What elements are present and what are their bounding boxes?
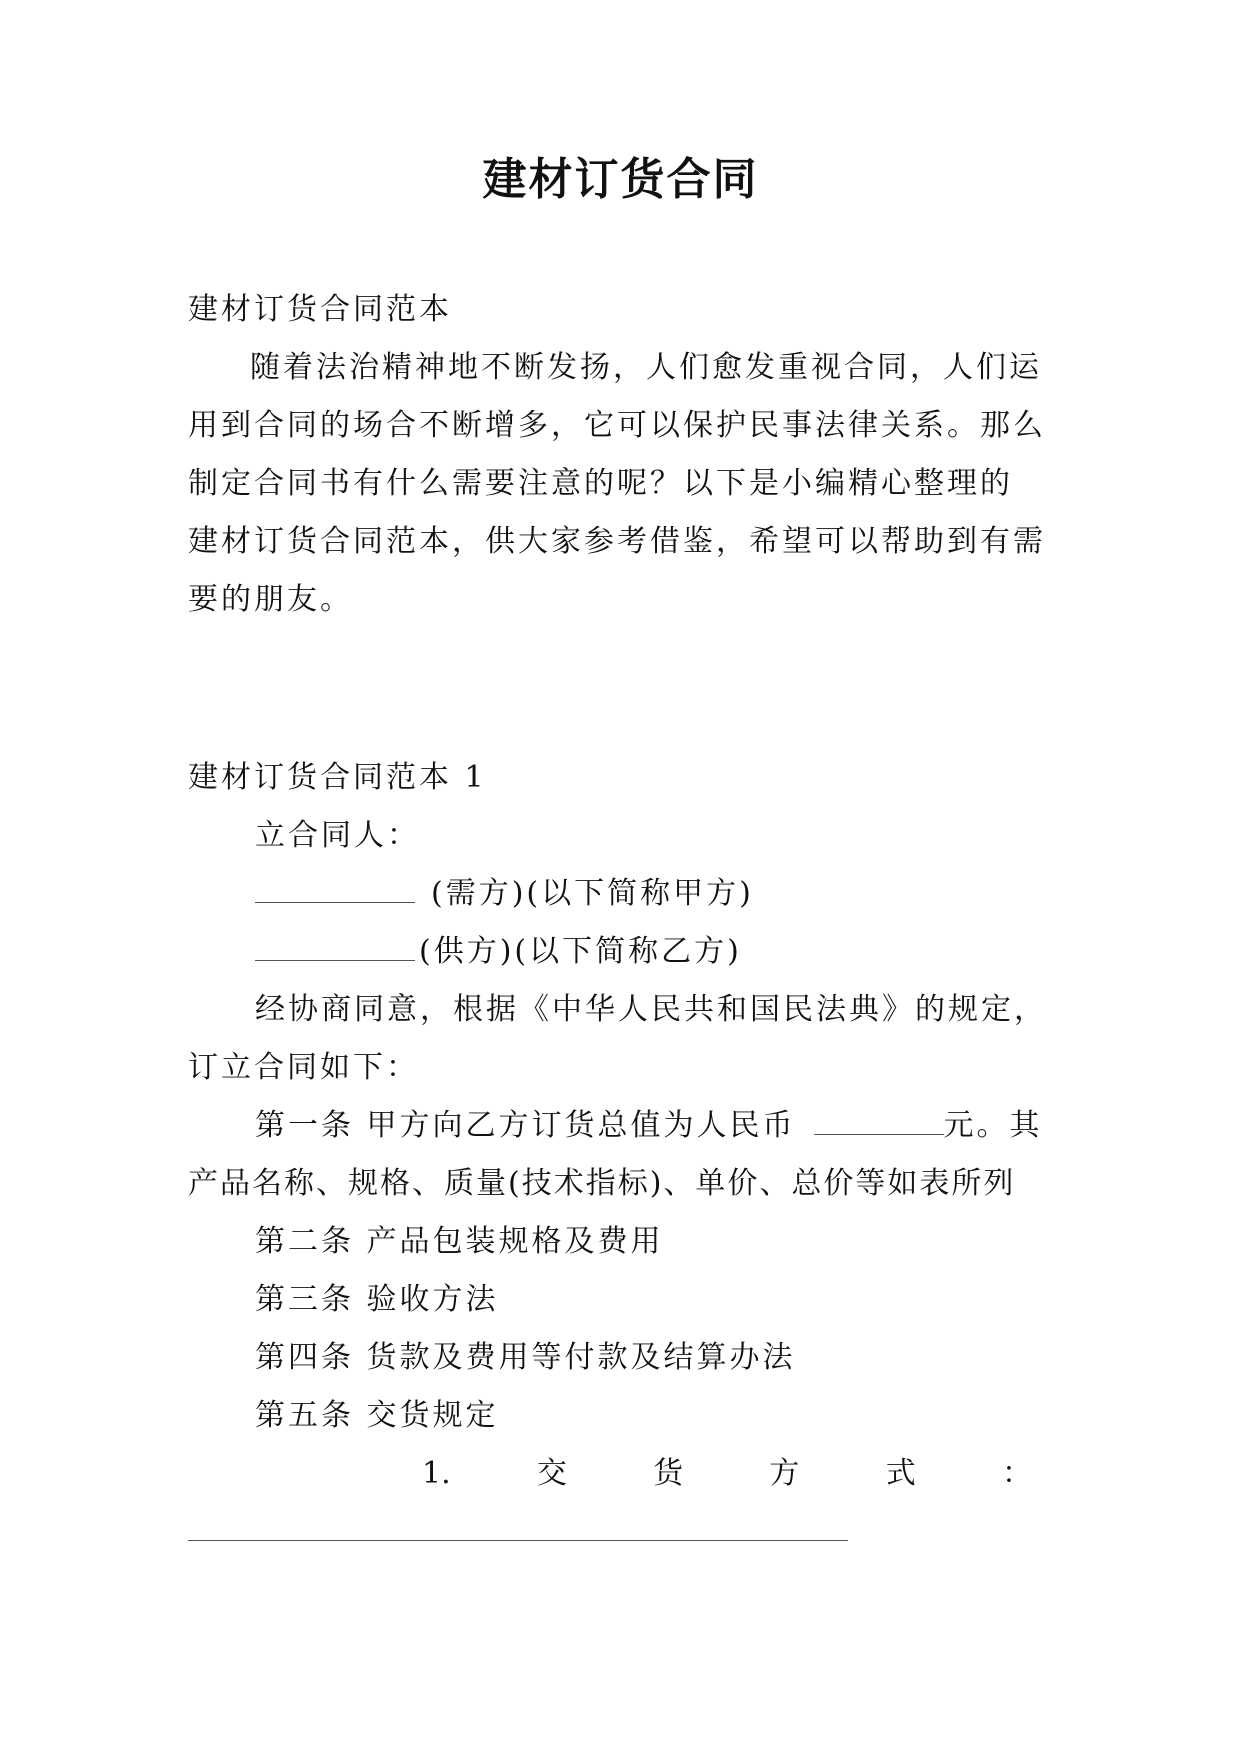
party-b-line — [255, 932, 742, 972]
party-a-line — [255, 874, 754, 914]
intro-line: 随着法治精神地不断发扬，人们愈发重视合同，人们运 — [250, 350, 1042, 385]
delivery-part: 货 — [653, 1456, 684, 1491]
delivery-part: 方 — [769, 1456, 800, 1491]
consult-line: 经协商同意，根据《中华人民共和国民法典》的规定， — [255, 992, 1047, 1027]
blank-field — [188, 1540, 848, 1541]
delivery-part: ： — [1001, 1456, 1032, 1491]
intro-line: 要的朋友。 — [188, 582, 353, 617]
delivery-method-line — [422, 1454, 1032, 1494]
party-b-text: (供方)(以下简称乙方) — [419, 934, 742, 969]
delivery-part: 式 — [885, 1456, 916, 1491]
section-heading: 建材订货合同范本 — [188, 292, 452, 327]
party-label: 立合同人： — [255, 818, 420, 853]
article-2: 第二条 产品包装规格及费用 — [255, 1224, 664, 1259]
intro-line: 建材订货合同范本，供大家参考借鉴，希望可以帮助到有需 — [188, 524, 1046, 559]
article-5: 第五条 交货规定 — [255, 1398, 499, 1433]
article-1-line-2: 产品名称、规格、质量(技术指标)、单价、总价等如表所列 — [188, 1166, 1016, 1201]
consult-line: 订立合同如下： — [188, 1050, 419, 1085]
article-4: 第四条 货款及费用等付款及结算办法 — [255, 1340, 796, 1375]
delivery-part: 1. — [422, 1456, 451, 1491]
delivery-part: 交 — [536, 1456, 567, 1491]
party-a-text: (需方)(以下简称甲方) — [431, 876, 754, 911]
document-title: 建材订货合同 — [482, 154, 759, 205]
article-1-suffix: 元。其 — [943, 1108, 1043, 1143]
intro-line: 用到合同的场合不断增多，它可以保护民事法律关系。那么 — [188, 408, 1046, 443]
article-3: 第三条 验收方法 — [255, 1282, 499, 1317]
intro-line: 制定合同书有什么需要注意的呢？以下是小编精心整理的 — [188, 466, 1013, 501]
article-1-text: 第一条 甲方向乙方订货总值为人民币 — [255, 1108, 796, 1143]
section-heading: 建材订货合同范本 1 — [188, 760, 487, 795]
article-1-line — [255, 1106, 1043, 1146]
blank-field — [255, 876, 415, 903]
blank-field — [255, 934, 415, 961]
blank-field — [814, 1108, 944, 1135]
